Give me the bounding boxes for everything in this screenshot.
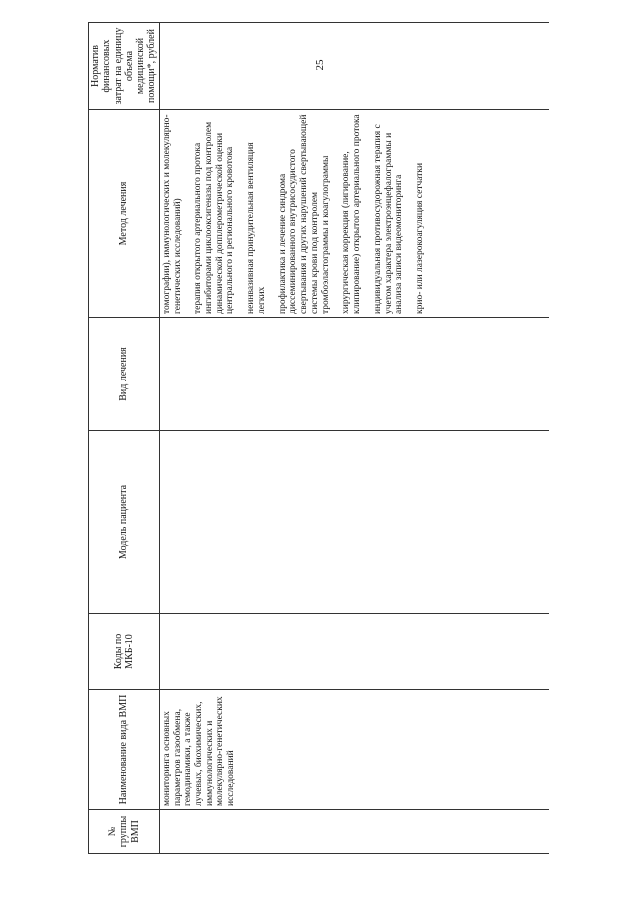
header-group-number: № группы ВМП — [89, 810, 160, 854]
method-item: хирургическая коррекция (лигирование, клипирование) открытого артериального протока — [341, 114, 363, 314]
method-item: неинвазивная принудительная вентиляция легких — [246, 142, 267, 314]
table-header-row — [89, 23, 160, 854]
method-item: терапия открытого артериального протока ингибиторами циклооксигеназы под контролем динамической допплерометрической оценки центрального и регионального кровотока — [193, 121, 236, 314]
cell-patient-model — [159, 431, 549, 614]
method-item: профилактика и лечение синдрома диссеминированного внутрисосудистого свертывания и других нарушений свертывающей системы крови под контролем тромбоэластограммы и коагулограммы — [277, 114, 331, 314]
cell-treatment-method — [159, 110, 549, 318]
rotated-table-page — [88, 23, 526, 854]
header-patient-model: Модель пациента — [89, 431, 160, 614]
cell-financial-norm — [159, 23, 549, 110]
header-financial-norm: Норматив финансовых затрат на единицу объема медицинской помощи*, рублей — [89, 23, 160, 110]
method-item: томографии), иммунологических и молекулярно-генетических исследований) — [161, 114, 183, 314]
table-row — [159, 23, 549, 854]
cell-vmp-name: мониторинга основных параметров газообмена, гемодинамики, а также лучевых, биохимических, иммунологических и молекулярно-генетических исследований — [159, 690, 549, 810]
cell-icd10-codes — [159, 614, 549, 690]
header-icd10-codes: Коды по МКБ-10 — [89, 614, 160, 690]
method-item: индивидуальная противосудорожная терапия с учетом характера электроэнцефалограммы и анализа записи видеомониторинга — [372, 124, 405, 314]
header-treatment-type: Вид лечения — [89, 318, 160, 431]
cell-group-number — [159, 810, 549, 854]
method-item: крио- или лазерокоагуляция сетчатки — [415, 162, 425, 314]
vmp-table — [88, 22, 549, 854]
header-vmp-name: Наименование вида ВМП — [89, 690, 160, 810]
header-treatment-method: Метод лечения — [89, 110, 160, 318]
page-number: 25 — [314, 59, 326, 71]
cell-treatment-type — [159, 318, 549, 431]
